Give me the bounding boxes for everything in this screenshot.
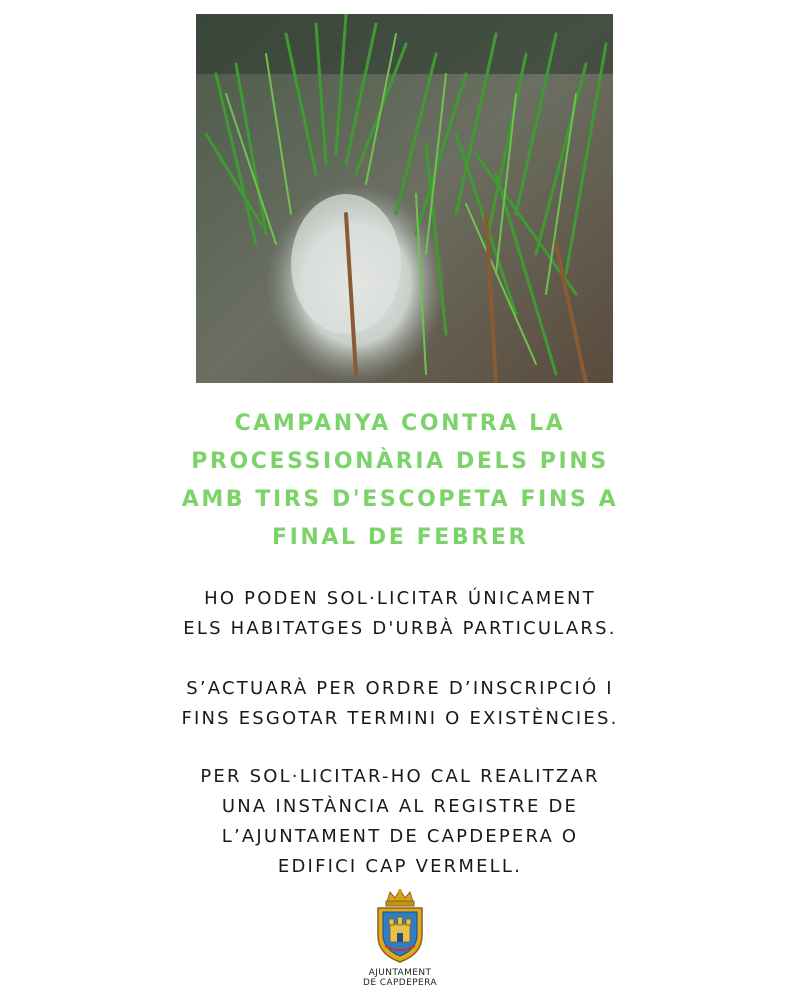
paragraph-line: ELS HABITATGES D'URBÀ PARTICULARS. <box>183 618 617 639</box>
campaign-title <box>100 405 700 557</box>
logo-caption-line: DE CAPDEPERA <box>363 978 437 988</box>
coat-of-arms-icon <box>370 888 430 964</box>
logo-caption-line: AJUNTAMENT <box>368 968 432 978</box>
logo-caption <box>360 968 440 988</box>
request-paragraph <box>100 762 700 882</box>
pine-branch-image <box>196 14 613 383</box>
ajuntament-logo <box>360 888 440 1000</box>
paragraph-line: FINS ESGOTAR TERMINI O EXISTÈNCIES. <box>181 708 619 729</box>
paragraph-line: PER SOL·LICITAR-HO CAL REALITZAR <box>200 766 600 787</box>
paragraph-line: HO PODEN SOL·LICITAR ÚNICAMENT <box>204 588 596 609</box>
title-line: AMB TIRS D'ESCOPETA FINS A <box>181 487 619 512</box>
title-line: FINAL DE FEBRER <box>271 525 528 550</box>
paragraph-line: S’ACTUARÀ PER ORDRE D’INSCRIPCIÓ I <box>186 678 614 699</box>
order-paragraph <box>100 674 700 734</box>
pine-processionary-photo <box>196 14 613 383</box>
paragraph-line: EDIFICI CAP VERMELL. <box>277 856 523 877</box>
paragraph-line: L’AJUNTAMENT DE CAPDEPERA O <box>221 826 579 847</box>
title-line: CAMPANYA CONTRA LA <box>234 411 566 436</box>
paragraph-line: UNA INSTÀNCIA AL REGISTRE DE <box>221 796 579 817</box>
title-line: PROCESSIONÀRIA DELS PINS <box>191 449 609 474</box>
eligibility-paragraph <box>100 584 700 644</box>
